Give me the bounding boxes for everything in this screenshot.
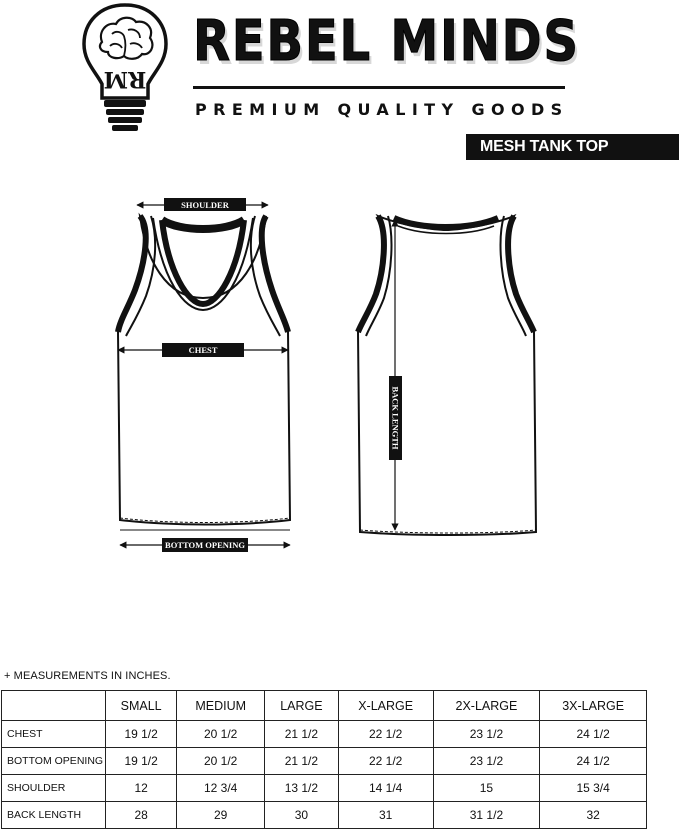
bottom-opening-label: BOTTOM OPENING (165, 540, 245, 550)
table-cell: 24 1/2 (540, 721, 647, 748)
back-length-label: BACK LENGTH (390, 386, 401, 450)
table-cell: 15 3/4 (540, 775, 647, 802)
lightbulb-brain-logo (80, 2, 170, 134)
table-cell: 30 (265, 802, 339, 829)
size-header: X-LARGE (338, 691, 433, 721)
brand-divider (193, 86, 565, 89)
table-row (2, 721, 647, 748)
table-cell: 29 (177, 802, 265, 829)
size-header: 2X-LARGE (433, 691, 540, 721)
table-cell: 23 1/2 (433, 721, 540, 748)
table-cell: 12 (106, 775, 177, 802)
row-label: CHEST (2, 721, 106, 748)
size-header: 3X-LARGE (540, 691, 647, 721)
table-cell: 28 (106, 802, 177, 829)
size-chart-table (1, 690, 647, 829)
table-cell: 20 1/2 (177, 721, 265, 748)
table-cell: 21 1/2 (265, 748, 339, 775)
shoulder-label: SHOULDER (181, 200, 229, 210)
table-cell: 19 1/2 (106, 748, 177, 775)
table-cell: 31 1/2 (433, 802, 540, 829)
table-cell: 12 3/4 (177, 775, 265, 802)
table-row (2, 748, 647, 775)
front-view (118, 198, 290, 552)
table-cell: 31 (338, 802, 433, 829)
table-cell: 21 1/2 (265, 721, 339, 748)
brand-name: REBEL MINDS (193, 9, 580, 74)
measurement-note: + MEASUREMENTS IN INCHES. (4, 670, 171, 682)
row-label: SHOULDER (2, 775, 106, 802)
table-cell: 32 (540, 802, 647, 829)
header-corner (2, 691, 106, 721)
table-cell: 13 1/2 (265, 775, 339, 802)
table-cell: 20 1/2 (177, 748, 265, 775)
chest-label: CHEST (188, 345, 218, 355)
table-cell: 22 1/2 (338, 748, 433, 775)
size-header: MEDIUM (177, 691, 265, 721)
table-cell: 15 (433, 775, 540, 802)
table-cell: 19 1/2 (106, 721, 177, 748)
row-label: BOTTOM OPENING (2, 748, 106, 775)
table-cell: 24 1/2 (540, 748, 647, 775)
brand-tagline: PREMIUM QUALITY GOODS (195, 100, 569, 119)
row-label: BACK LENGTH (2, 802, 106, 829)
back-view (358, 216, 536, 535)
table-row (2, 775, 647, 802)
table-row (2, 802, 647, 829)
table-cell: 23 1/2 (433, 748, 540, 775)
table-cell: 22 1/2 (338, 721, 433, 748)
product-label: MESH TANK TOP (466, 134, 679, 160)
tank-top-diagrams (0, 180, 679, 570)
table-cell: 14 1/4 (338, 775, 433, 802)
size-header: LARGE (265, 691, 339, 721)
size-header-row (2, 691, 647, 721)
size-header: SMALL (106, 691, 177, 721)
logo-letters: RM (103, 66, 147, 92)
